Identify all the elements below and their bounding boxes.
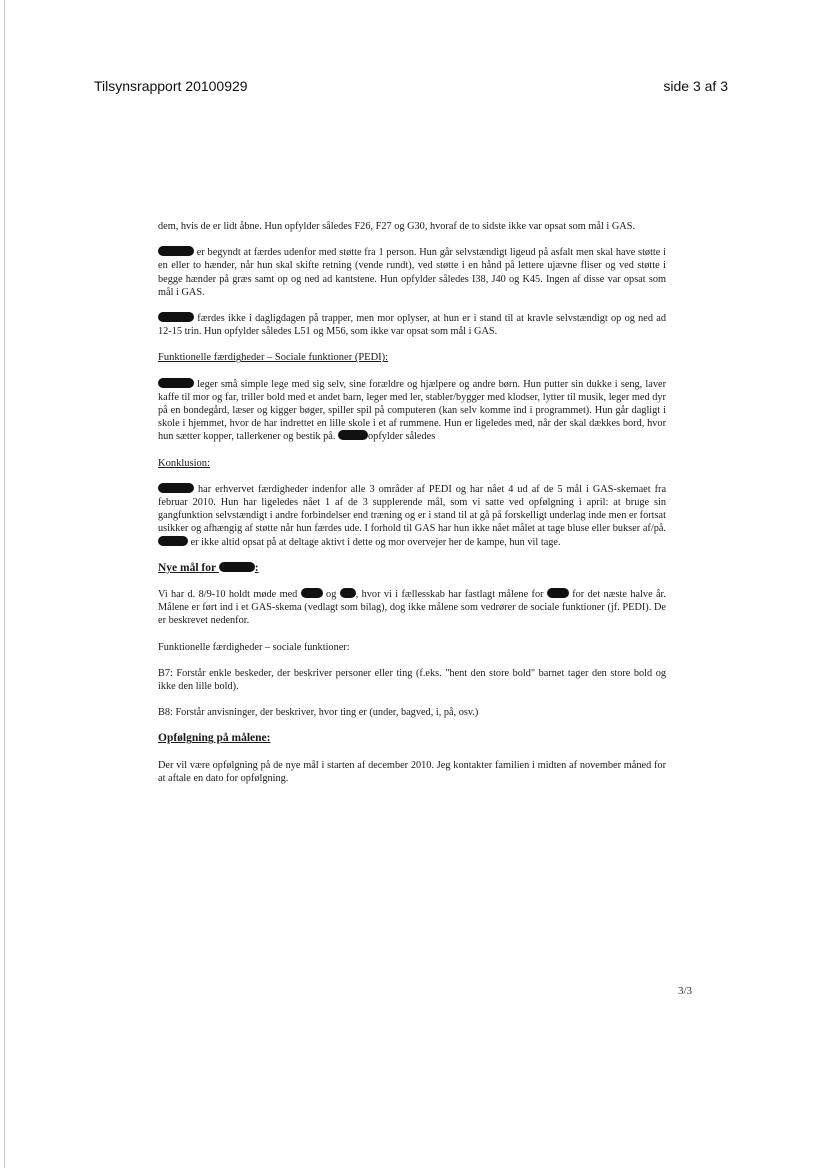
paragraph-7: Funktionelle færdigheder – sociale funktioner:: [158, 641, 350, 653]
redaction-mark: [158, 483, 194, 493]
paragraph-5: har erhvervet færdigheder indenfor alle 3 områder af PEDI og har nået 4 ud af de 5 mål i GAS-skemaet fra februar 2010. Hun har ligeledes nået 1 af de 3 supplerende mål, som vi satte ved opfølgning i april: at bruge sin gangfunktion selvstændigt i andre forbindelser end træning og er i stand til at gå på forskelligt underlag inde men er fortsat usikker og afhængig af støtte når hun færdes ude. I forhold til GAS har hun ikke nået målet at tage bluse eller bukser af/på. er ikke altid opsat på at deltage aktivt i dette og mor overvejer her de kampe, hun vil tage.: [158, 483, 667, 548]
paragraph-6: Vi har d. 8/9-10 holdt møde med og , hvor vi i fællesskab har fastlagt målene for for det næste halve år. Målene er ført ind i et GAS-skema (vedlagt som bilag), dog ikke målene som vedrører de sociale funktioner (jf. PEDI). De er beskrevet nedenfor.: [158, 589, 666, 627]
report-title: Tilsynsrapport 20100929: [94, 78, 248, 94]
paragraph-4: leger små simple lege med sig selv, sine forældre og hjælpere og andre børn. Hun putter sin dukke i seng, laver kaffe til mor og far, triller bold med et andet barn, leger med ler, stabler/bygger med klodser, lytter til musik, leger med dyr på en bondegård, læser og kigger bøger, spiller spil på computeren (kan selv komme ind i programmet). Hun går dagligt i skole i hjemmet, hvor de har indrettet en lille skole i et af rummene. Hun er ligeledes med, når der skal dækkes bord, hvor hun sætter kopper, tallerkener og bestik på. opfylder således: [158, 378, 666, 443]
paragraph-3: færdes ikke i dagligdagen på trapper, men mor oplyser, at hun er i stand til at kravle selvstændigt op og ned ad 12-15 trin. Hun opfylder således L51 og M56, som ikke var opsat som mål i GAS.: [158, 313, 666, 338]
redaction-mark: [219, 562, 255, 572]
paragraph-8: B7: Forstår enkle beskeder, der beskriver personer eller ting (f.eks. "hent den store bold" barnet tager den store bold og ikke den lille bold).: [158, 667, 666, 693]
paragraph-10: Der vil være opfølgning på de nye mål i starten af december 2010. Jeg kontakter familien i midten af november måned for at aftale en dato for opfølgning.: [158, 759, 666, 784]
redaction-mark: [340, 588, 356, 598]
redaction-mark: [158, 378, 194, 388]
report-body: [158, 220, 666, 798]
heading-follow-up: Opfølgning på målene:: [158, 732, 271, 745]
paragraph-2: er begyndt at færdes udenfor med støtte fra 1 person. Hun går selvstændigt ligeud på asfalt men skal have støtte i en eller to hænder, når hun skal skifte retning (vende rundt), ved støtte i en hånd på lettere ujævne fliser og ved støtte i begge hænder på græs samt op og ned ad kantstene. Hun opfylder således I38, J40 og K45. Ingen af disse var opsat som mål i GAS.: [158, 247, 666, 298]
footer-page-number: 3/3: [678, 985, 693, 997]
page-label: side 3 af 3: [663, 78, 728, 94]
scan-edge-line: [4, 0, 5, 1168]
redaction-mark: [338, 430, 368, 440]
heading-social-functions: Funktionelle færdigheder – Sociale funktioner (PEDI):: [158, 352, 389, 364]
heading-conclusion: Konklusion:: [158, 457, 210, 469]
redaction-mark: [158, 536, 188, 546]
redaction-mark: [158, 312, 194, 322]
redaction-mark: [158, 246, 194, 256]
paragraph-1: dem, hvis de er lidt åbne. Hun opfylder således F26, F27 og G30, hvoraf de to sidste ikke var opsat som mål i GAS.: [158, 221, 636, 232]
heading-new-goals: Nye mål for :: [158, 561, 259, 574]
redaction-mark: [547, 588, 569, 598]
paragraph-9: B8: Forstår anvisninger, der beskriver, hvor ting er (under, bagved, i, på, osv.): [158, 707, 479, 719]
redaction-mark: [301, 588, 323, 598]
